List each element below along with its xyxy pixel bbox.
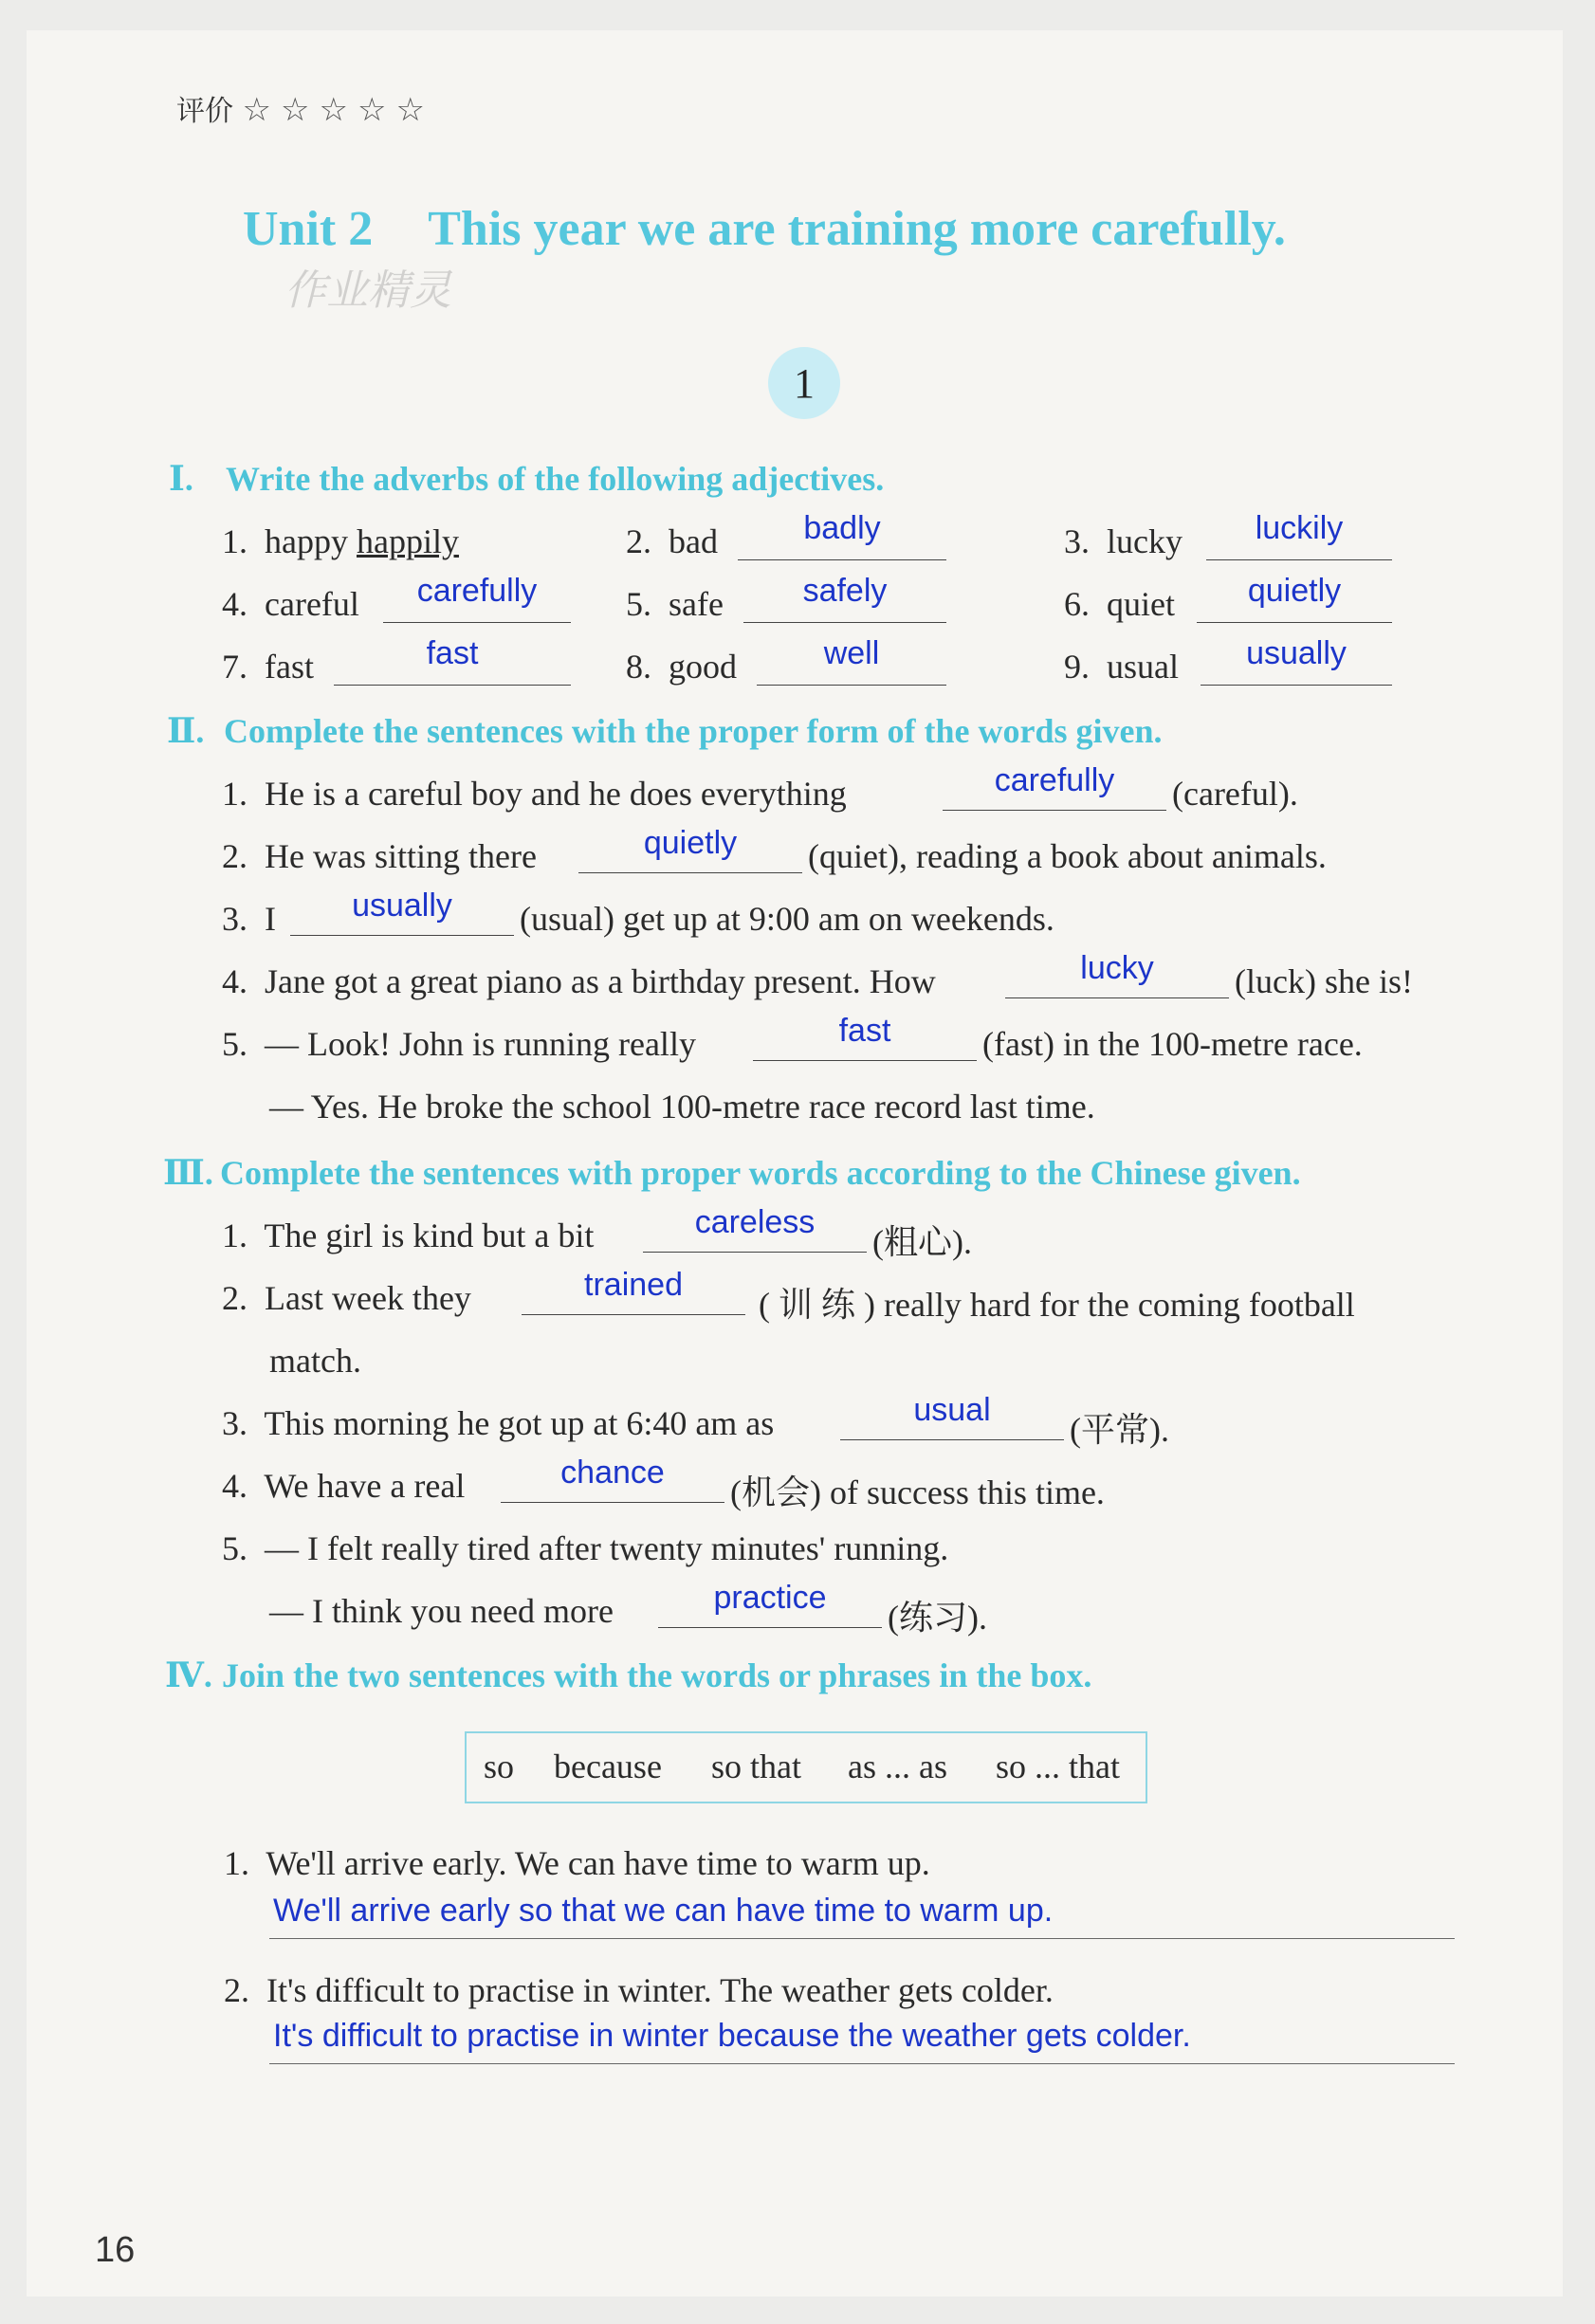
s3-item-text: This morning he got up at 6:40 am as (264, 1404, 775, 1442)
s3-item-5-before (222, 1528, 948, 1568)
s2-item-number: 5. (222, 1025, 248, 1063)
s1-item-number: 7. (222, 648, 248, 686)
s3-item-2-continuation: match. (269, 1342, 361, 1380)
s1-item-5 (626, 584, 724, 624)
section-1-numeral: Ⅰ. (169, 460, 193, 498)
s1-blank-9[interactable] (1201, 685, 1392, 686)
s2-item-text: — Look! John is running really (265, 1025, 696, 1063)
s3-item-number: 1. (222, 1217, 248, 1254)
section-3-heading (163, 1153, 1301, 1193)
s3-item-text: — I felt really tired after twenty minutes' running. (265, 1529, 949, 1567)
s2-item-1-after: (careful). (1172, 775, 1298, 813)
s3-blank-1[interactable] (643, 1252, 867, 1253)
s1-item-7 (222, 647, 314, 686)
box-word-so-that: so that (711, 1748, 801, 1785)
s3-item-1-before (222, 1216, 594, 1255)
page-number: 16 (95, 2230, 136, 2270)
s2-blank-1[interactable] (943, 810, 1166, 811)
s3-answer-1: careless (694, 1204, 816, 1240)
s2-item-number: 3. (222, 900, 248, 938)
s3-blank-2[interactable] (522, 1314, 745, 1315)
s1-item-number: 6. (1064, 585, 1090, 623)
s2-item-5-reply: — Yes. He broke the school 100-metre race record last time. (269, 1088, 1095, 1125)
s1-item-3 (1064, 522, 1182, 561)
s3-item-3-before (222, 1403, 774, 1443)
s3-item-text: The girl is kind but a bit (264, 1217, 595, 1254)
s1-blank-7[interactable] (334, 685, 571, 686)
s2-blank-4[interactable] (1005, 997, 1229, 998)
s3-item-text: Last week they (265, 1279, 471, 1317)
s1-answer-7: fast (426, 635, 479, 671)
s2-blank-2[interactable] (578, 872, 802, 873)
s2-answer-2: quietly (643, 825, 738, 861)
s2-item-2-after: (quiet), reading a book about animals. (808, 837, 1327, 875)
lesson-number-badge: 1 (768, 347, 840, 419)
section-1-instruction: Write the adverbs of the following adjectives. (226, 460, 885, 498)
s2-item-2-before (222, 836, 537, 876)
s3-item-number: 2. (222, 1279, 248, 1317)
section-2-heading (167, 711, 1163, 751)
s3-item-3-after: (平常). (1070, 1411, 1169, 1449)
box-word-so-that-2: so ... that (996, 1748, 1120, 1785)
s1-blank-3[interactable] (1206, 559, 1392, 560)
s1-item-printed-answer: happily (356, 522, 459, 560)
s2-item-text: He is a careful boy and he does everything (265, 775, 847, 813)
section-1-heading (169, 459, 884, 499)
s2-answer-5: fast (838, 1013, 891, 1049)
s4-answer-2: It's difficult to practise in winter because the weather gets colder. (273, 2018, 1191, 2054)
rating-stars-icon: ☆☆☆☆☆ (242, 91, 434, 129)
s3-answer-3: usual (913, 1392, 991, 1428)
s1-item-word: fast (265, 648, 314, 686)
s4-answer-line-1[interactable] (269, 1938, 1455, 1939)
s2-answer-3: usually (352, 888, 452, 924)
s3-item-4-after: (机会) of success this time. (730, 1473, 1105, 1511)
s1-item-9 (1064, 647, 1179, 686)
s3-item-4-before (222, 1466, 465, 1506)
s1-item-number: 1. (222, 522, 248, 560)
page-title (243, 201, 1286, 257)
s1-answer-9: usually (1246, 635, 1347, 671)
s1-item-word: quiet (1107, 585, 1175, 623)
s1-blank-6[interactable] (1197, 622, 1392, 623)
section-4-numeral: Ⅳ. (165, 1656, 212, 1694)
s3-item-5-after: (练习). (888, 1599, 987, 1637)
s2-item-number: 2. (222, 837, 248, 875)
s1-answer-3: luckily (1255, 510, 1344, 546)
section-4-heading (165, 1656, 1091, 1695)
rating-row (176, 87, 434, 129)
s1-item-1 (222, 522, 459, 561)
box-word-so: so (484, 1748, 515, 1785)
unit-title-text: This year we are training more carefully. (428, 202, 1286, 256)
s1-item-number: 8. (626, 648, 651, 686)
s1-answer-8: well (823, 635, 880, 671)
s1-item-number: 2. (626, 522, 651, 560)
section-3-numeral: Ⅲ. (163, 1154, 213, 1192)
s3-item-2-before (222, 1278, 471, 1318)
s1-item-6 (1064, 584, 1175, 624)
s1-item-word: happy (265, 522, 348, 560)
section-3-instruction: Complete the sentences with proper words according to the Chinese given. (220, 1154, 1301, 1192)
s2-item-text: I (265, 900, 276, 938)
section-4-instruction: Join the two sentences with the words or phrases in the box. (222, 1656, 1092, 1694)
watermark: 作业精灵 (284, 266, 451, 315)
s2-item-3-before (222, 899, 276, 939)
s1-blank-4[interactable] (383, 622, 571, 623)
s2-item-text: He was sitting there (265, 837, 537, 875)
s1-item-word: good (669, 648, 737, 686)
s4-item-number: 1. (224, 1844, 249, 1882)
s2-item-5-after: (fast) in the 100-metre race. (982, 1025, 1363, 1063)
s1-answer-2: badly (803, 510, 881, 546)
s2-blank-5[interactable] (753, 1060, 977, 1061)
s1-answer-5: safely (802, 573, 888, 609)
s1-item-number: 4. (222, 585, 248, 623)
s1-item-word: careful (265, 585, 359, 623)
s3-item-5-reply: — I think you need more (269, 1592, 614, 1630)
s4-answer-line-2[interactable] (269, 2063, 1455, 2064)
s2-item-1-before (222, 774, 847, 814)
s3-item-number: 4. (222, 1467, 248, 1505)
s2-item-number: 1. (222, 775, 248, 813)
s1-answer-6: quietly (1247, 573, 1342, 609)
s3-answer-2: trained (584, 1267, 683, 1303)
s2-answer-1: carefully (994, 762, 1115, 798)
rating-label: 评价 (176, 95, 233, 128)
s3-answer-4: chance (560, 1455, 665, 1491)
s1-item-4 (222, 584, 359, 624)
s1-blank-2[interactable] (738, 559, 946, 560)
s4-item-text: We'll arrive early. We can have time to warm up. (266, 1844, 930, 1882)
s1-item-number: 5. (626, 585, 651, 623)
s2-blank-3[interactable] (290, 935, 514, 936)
s2-answer-4: lucky (1080, 950, 1154, 986)
box-word-because: because (554, 1748, 662, 1785)
s3-item-number: 5. (222, 1529, 248, 1567)
s2-item-number: 4. (222, 962, 248, 1000)
s1-item-word: bad (669, 522, 718, 560)
s1-item-number: 3. (1064, 522, 1090, 560)
section-2-instruction: Complete the sentences with the proper form of the words given. (224, 712, 1163, 750)
s4-item-1-question (224, 1843, 930, 1883)
s1-item-word: safe (669, 585, 724, 623)
s2-item-4-before (222, 961, 936, 1001)
s4-item-number: 2. (224, 1971, 249, 2009)
s2-item-4-after: (luck) she is! (1235, 962, 1413, 1000)
s3-item-text: We have a real (264, 1467, 466, 1505)
s4-item-text: It's difficult to practise in winter. The weather gets colder. (266, 1971, 1054, 2009)
s1-blank-5[interactable] (743, 622, 946, 623)
s3-item-1-after: (粗心). (872, 1223, 972, 1261)
unit-label: Unit 2 (243, 202, 374, 256)
section-2-numeral: Ⅱ. (167, 712, 205, 750)
s3-blank-5[interactable] (658, 1627, 882, 1628)
s1-item-2 (626, 522, 718, 561)
s3-blank-4[interactable] (501, 1502, 724, 1503)
s1-blank-8[interactable] (757, 685, 946, 686)
s1-item-8 (626, 647, 737, 686)
s1-item-number: 9. (1064, 648, 1090, 686)
s2-item-text: Jane got a great piano as a birthday present. How (265, 962, 936, 1000)
s3-item-number: 3. (222, 1404, 248, 1442)
s3-answer-5: practice (713, 1580, 827, 1616)
s1-item-word: lucky (1107, 522, 1182, 560)
s4-answer-1: We'll arrive early so that we can have time to warm up. (273, 1893, 1054, 1929)
box-word-as-as: as ... as (848, 1748, 947, 1785)
s1-answer-4: carefully (416, 573, 538, 609)
s2-item-3-after: (usual) get up at 9:00 am on weekends. (520, 900, 1054, 938)
s3-item-2-after: ( 训 练 ) really hard for the coming football (759, 1286, 1355, 1324)
word-box (465, 1731, 1147, 1803)
s3-blank-3[interactable] (840, 1439, 1064, 1440)
s2-item-5-before (222, 1024, 696, 1064)
s4-item-2-question (224, 1970, 1054, 2010)
s1-item-word: usual (1107, 648, 1179, 686)
